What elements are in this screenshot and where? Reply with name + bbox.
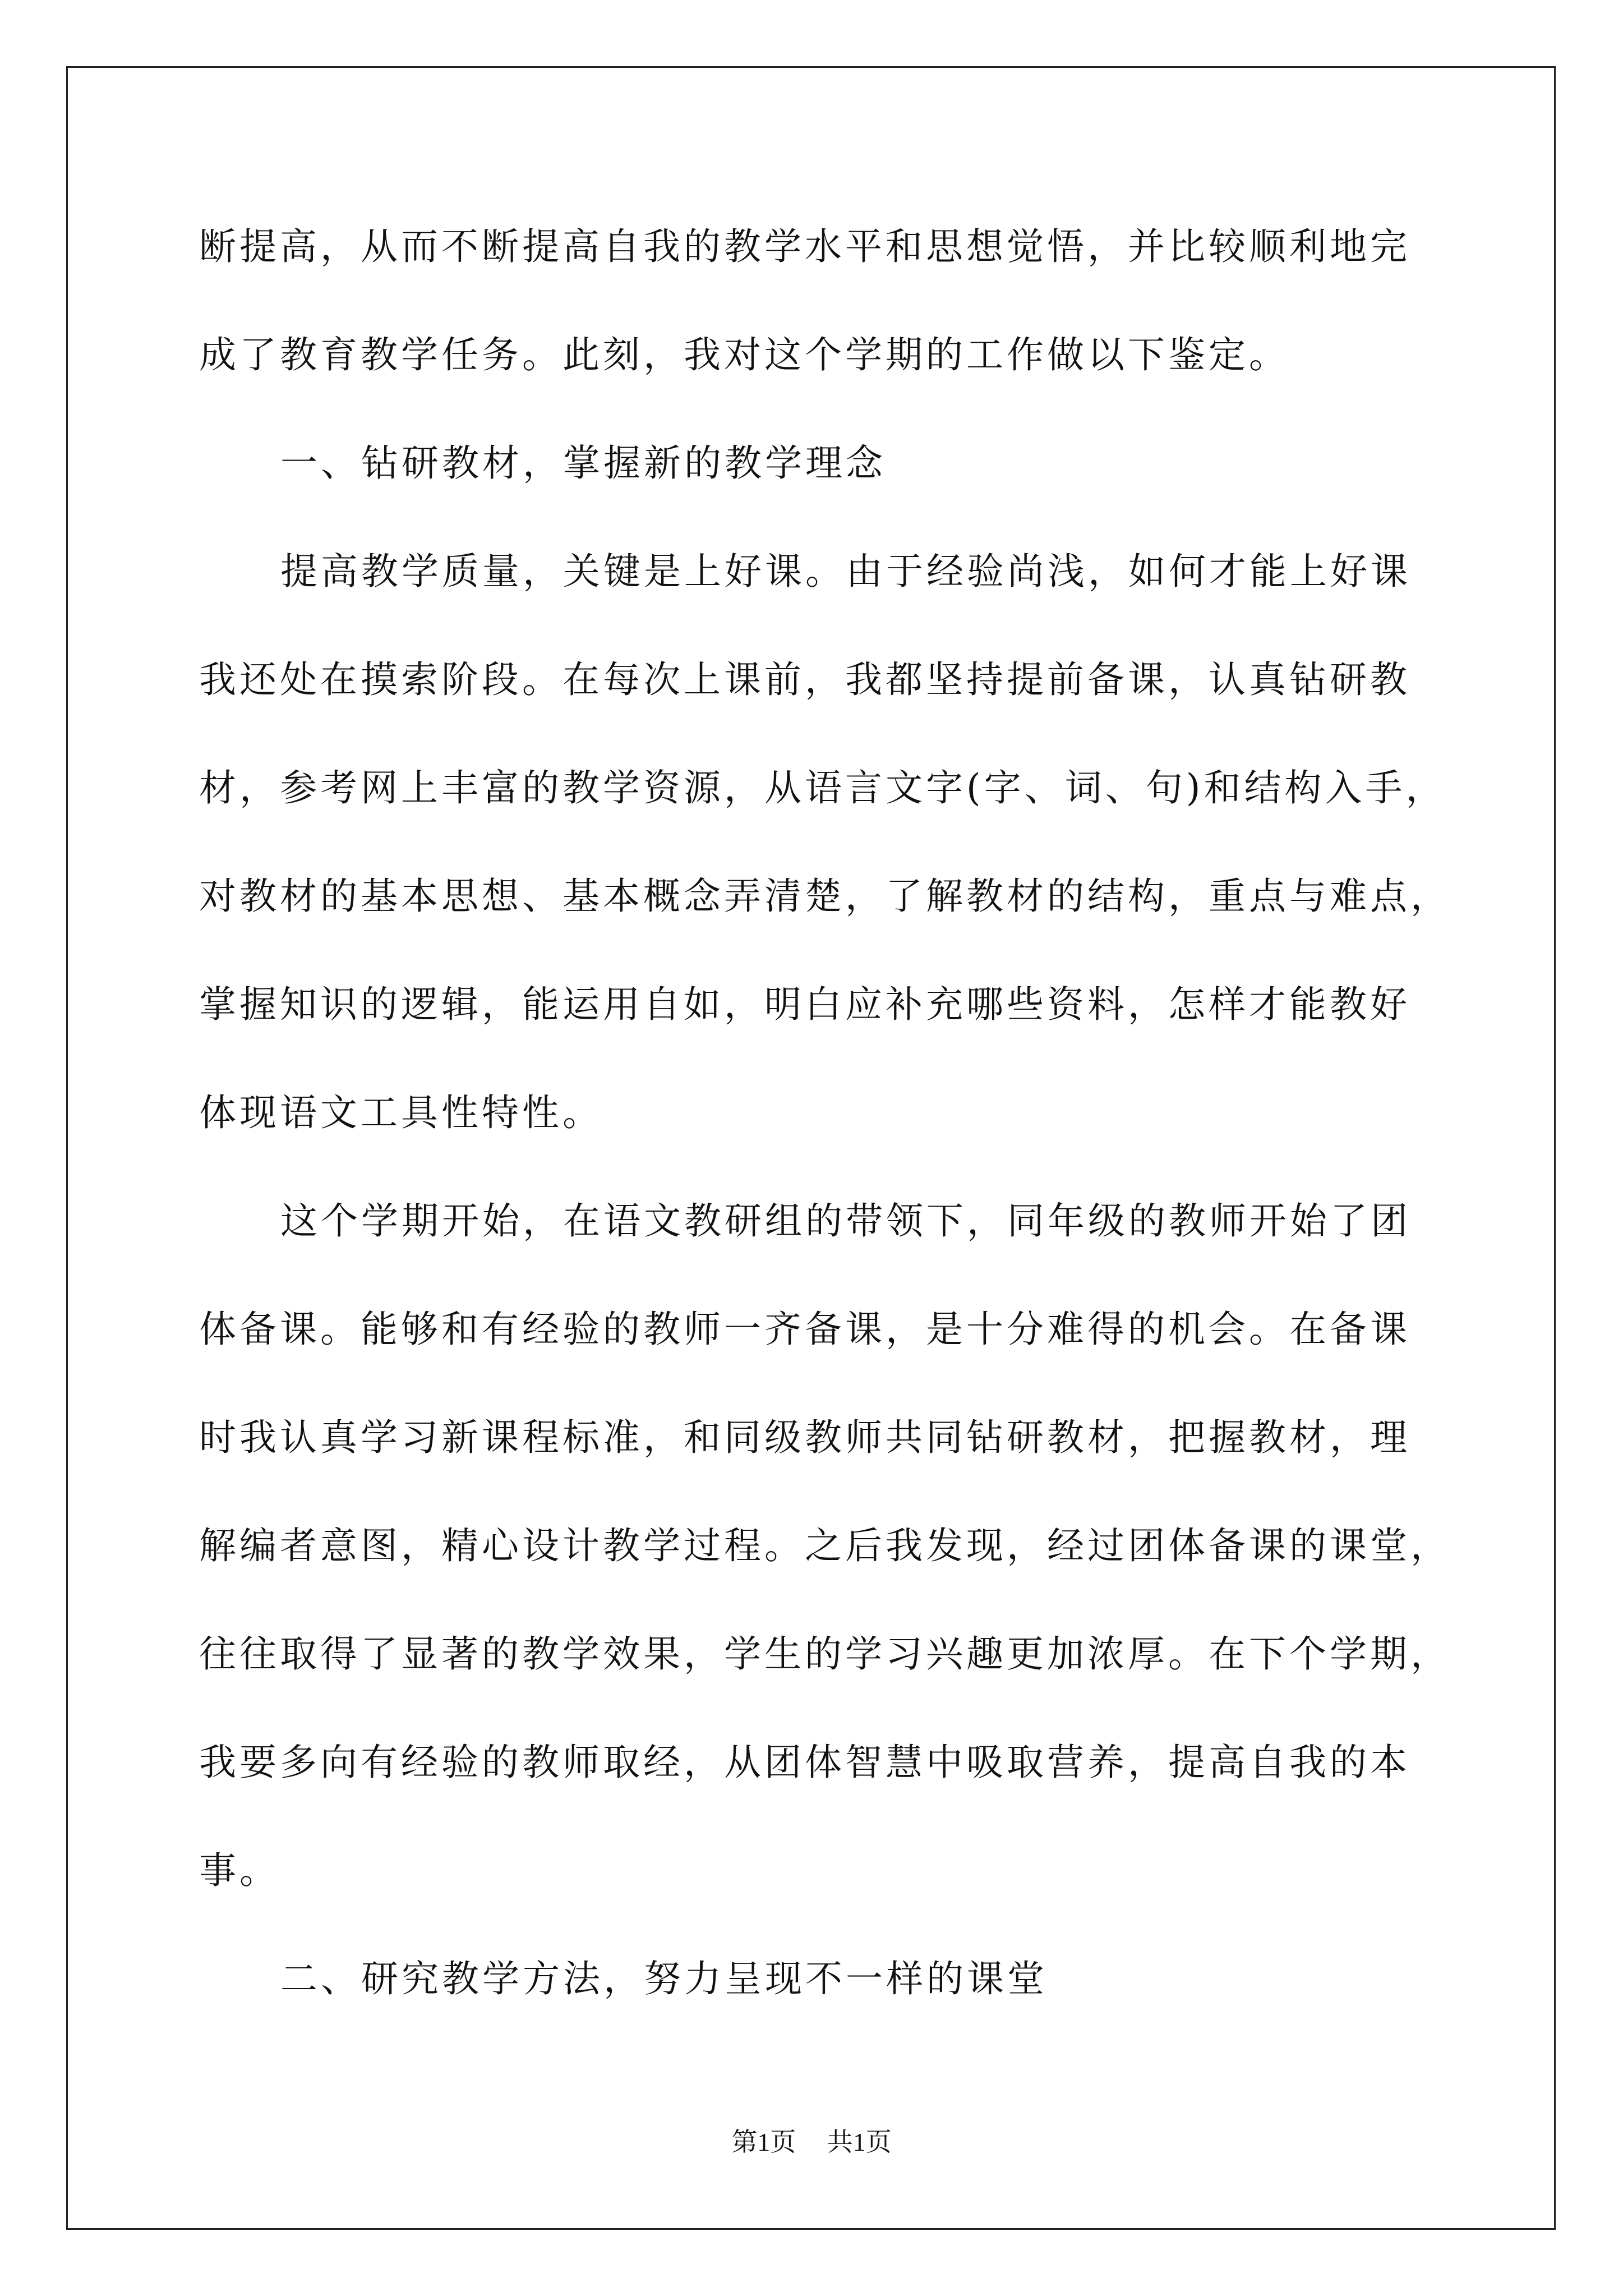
body-text-line: 体备课。能够和有经验的教师一齐备课，是十分难得的机会。在备课 <box>199 1308 1410 1351</box>
body-text-line: 材，参考网上丰富的教学资源，从语言文字(字、词、句)和结构入手， <box>199 766 1446 809</box>
body-text-line: 提高教学质量，关键是上好课。由于经验尚浅，如何才能上好课 <box>280 550 1411 593</box>
body-text-line: 往往取得了显著的教学效果，学生的学习兴趣更加浓厚。在下个学期， <box>199 1632 1451 1676</box>
body-text-line: 解编者意图，精心设计教学过程。之后我发现，经过团体备课的课堂， <box>199 1524 1451 1567</box>
body-text-line: 体现语文工具性特性。 <box>199 1091 603 1134</box>
body-text-line: 事。 <box>199 1849 280 1892</box>
body-text-line: 时我认真学习新课程标准，和同级教师共同钻研教材，把握教材，理 <box>199 1416 1410 1459</box>
page-border <box>66 66 1556 2230</box>
section-heading-1: 一、钻研教材，掌握新的教学理念 <box>280 441 886 485</box>
page-number: 第1页 <box>731 2128 796 2156</box>
body-text-line: 成了教育教学任务。此刻，我对这个学期的工作做以下鉴定。 <box>199 333 1289 376</box>
body-text-line: 这个学期开始，在语文教研组的带领下，同年级的教师开始了团 <box>280 1199 1411 1243</box>
body-text-line: 对教材的基本思想、基本概念弄清楚，了解教材的结构，重点与难点， <box>199 875 1451 918</box>
section-heading-2: 二、研究教学方法，努力呈现不一样的课堂 <box>280 1957 1048 2000</box>
body-text-line: 断提高，从而不断提高自我的教学水平和思想觉悟，并比较顺利地完 <box>199 225 1410 268</box>
page-total: 共1页 <box>827 2128 892 2156</box>
page-footer <box>0 2122 1623 2159</box>
body-text-line: 掌握知识的逻辑，能运用自如，明白应补充哪些资料，怎样才能教好 <box>199 983 1410 1026</box>
body-text-line: 我要多向有经验的教师取经，从团体智慧中吸取营养，提高自我的本 <box>199 1741 1410 1784</box>
body-text-line: 我还处在摸索阶段。在每次上课前，我都坚持提前备课，认真钻研教 <box>199 658 1410 701</box>
